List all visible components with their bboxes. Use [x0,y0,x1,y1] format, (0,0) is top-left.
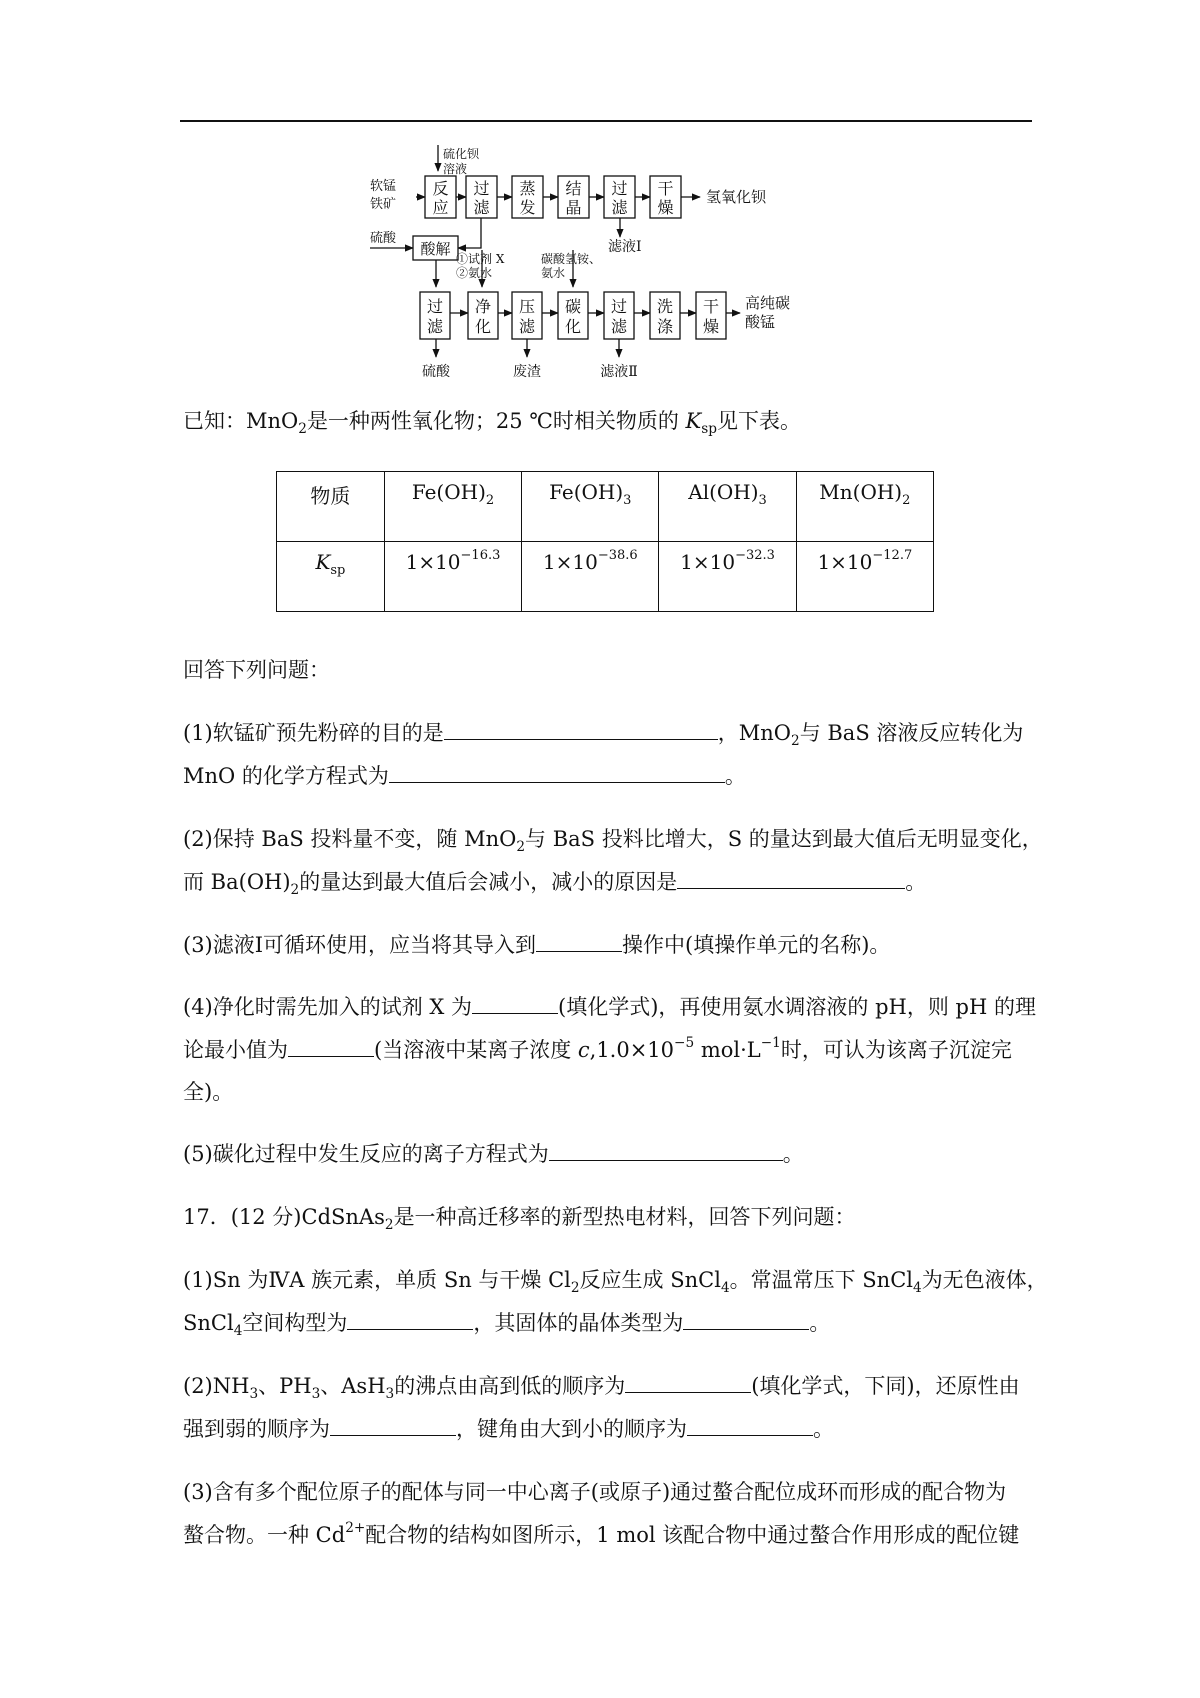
flow-step-label: 净 [474,297,492,316]
flow-step-label: 应 [432,198,449,217]
flow-step-label: 反 [432,179,449,198]
flow-step-label: 过 [426,297,444,316]
flow-reagent-label: 氨水 [541,266,566,280]
question-17-2-line-1: $(2)NH_3$、$PH_3$、AsH$_3$的沸点由高到低的顺序为 (填化学式，下同)，还原性由 [183,1370,1020,1402]
answer-blank[interactable] [549,1138,783,1161]
answer-blank[interactable] [347,1307,473,1330]
flow-step-label: 发 [519,198,536,217]
flow-step-label: 压 [518,297,536,316]
flow-step-label: 滤 [610,317,628,336]
question-1-line-2: MnO 的化学方程式为 。 [183,760,746,792]
question-4-line-3: 全)。 [183,1080,234,1104]
top-rule [180,120,1032,122]
answer-blank[interactable] [687,1413,813,1436]
process-flow-diagram [370,145,830,385]
question-17-title: 17．(12 分)CdSnAs$_2$是一种高迁移率的新型热电材料，回答下列问题： [183,1205,856,1234]
question-5: (5)碳化过程中发生反应的离子方程式为 。 [183,1138,804,1170]
table-cell: $1\times 10^{-16.3}$ [384,542,521,612]
question-17-3-line-2: 螯合物。一种 $Cd^{2+}$配合物的结构如图所示，1 mol 该配合物中通过螯合作用形成的配位键 [183,1520,1020,1547]
table-row-label: $K_{sp}$ [277,542,385,612]
question-4-line-2: 论最小值为 (当溶液中某离子浓度 $c,1.0\times 10^{-5}$ $mol\cdot L^{-1}$时，可认为该离子沉淀完 [183,1035,1012,1062]
flow-step-label: 干 [657,179,674,198]
table-header: $Mn(OH)_2$ [796,472,933,542]
flow-input-label: 铁矿 [370,197,397,212]
flow-input-label: 软锰 [370,179,397,194]
answer-blank[interactable] [625,1370,751,1393]
flow-step-label: 燥 [702,317,720,336]
table-header-label: 物质 [277,472,385,542]
answer-blank[interactable] [330,1413,456,1436]
flow-output-label: 滤液Ⅱ [600,364,638,380]
ksp-table [276,471,934,612]
question-17-2-line-2: 强到弱的顺序为 ，键角由大到小的顺序为 。 [183,1413,834,1445]
table-cell: $1\times 10^{-12.7}$ [796,542,933,612]
table-header: $Fe(OH)_3$ [522,472,659,542]
table-row [277,542,934,612]
table-header: $Al(OH)_3$ [659,472,796,542]
flow-reagent-label: 碳酸氢铵、 [541,252,602,266]
flow-product-label: 高纯碳 [745,294,791,312]
flow-output-label: 废渣 [513,364,541,380]
flow-input-label: 硫酸 [370,231,397,246]
table-cell: $1\times 10^{-32.3}$ [659,542,796,612]
question-17-3-line-1: (3)含有多个配位原子的配体与同一中心离子(或原子)通过螯合配位成环而形成的配合物为 [183,1480,1007,1504]
flow-reagent-label: ②氨水 [456,266,493,280]
flow-reagent-label: ①试剂 X [456,252,505,266]
table-header: $Fe(OH)_2$ [384,472,521,542]
flow-step-label: 燥 [657,198,674,217]
flow-step-label: 洗 [656,297,674,316]
flow-step-label: 滤 [426,317,444,336]
question-17-1-line-2: SnCl$_4$空间构型为 ，其固体的晶体类型为 。 [183,1307,830,1339]
answer-blank[interactable] [288,1034,374,1057]
flow-step-label: 滤 [611,198,628,217]
flow-step-label: 滤 [518,317,536,336]
flow-product-label: 氢氧化钡 [706,188,767,206]
question-4-line-1: (4)净化时需先加入的试剂 X 为 (填化学式)，再使用氨水调溶液的 pH，则 pH 的理 [183,991,1036,1023]
flow-step-label: 碳 [564,297,582,316]
answer-blank[interactable] [444,717,718,740]
flow-product-label: 酸锰 [745,313,776,331]
flow-step-label: 酸解 [420,240,451,258]
flow-step-label: 过 [611,179,628,198]
flow-step-label: 干 [702,297,720,316]
answer-blank[interactable] [389,760,725,783]
flow-step-label: 过 [473,179,490,198]
question-2-line-1: (2)保持 BaS 投料量不变，随 MnO$_2$与 BaS 投料比增大，S 的量达到最大值后无明显变化， [183,827,1043,856]
flow-step-label: 蒸 [519,179,536,198]
flow-step-label: 涤 [656,317,674,336]
known-info-line: 已知：MnO$_2$是一种两性氧化物；25 ℃时相关物质的 $K_{sp}$见下表。 [183,409,801,438]
question-2-line-2: 而 $Ba(OH)_2$的量达到最大值后会减小，减小的原因是 。 [183,866,926,898]
flow-step-label: 滤 [473,198,490,217]
flow-reagent-label: 硫化钡 [443,147,480,161]
flow-step-label: 结 [565,179,582,198]
answer-blank[interactable] [683,1307,809,1330]
answer-blank[interactable] [472,991,558,1014]
answer-prompt: 回答下列问题： [183,658,330,682]
table-cell: $1\times 10^{-38.6}$ [522,542,659,612]
table-row [277,472,934,542]
question-1-line-1: (1)软锰矿预先粉碎的目的是 ，MnO$_2$与 BaS 溶液反应转化为 [183,717,1023,749]
question-17-1-line-1: (1)Sn 为ⅣA 族元素，单质 Sn 与干燥 $Cl_2$反应生成 SnCl$_4$。常温常压下 SnCl$_4$为无色液体， [183,1268,1048,1297]
flow-output-label: 滤液Ⅰ [608,239,642,255]
flow-step-label: 化 [474,317,492,336]
flow-output-label: 硫酸 [422,364,450,380]
question-3: (3)滤液Ⅰ可循环使用，应当将其导入到 操作中(填操作单元的名称)。 [183,929,890,961]
flow-step-label: 晶 [565,198,582,217]
flow-reagent-label: 溶液 [443,162,468,176]
flow-step-label: 过 [610,297,628,316]
answer-blank[interactable] [536,929,622,952]
answer-blank[interactable] [677,866,905,889]
flow-step-label: 化 [564,317,582,336]
